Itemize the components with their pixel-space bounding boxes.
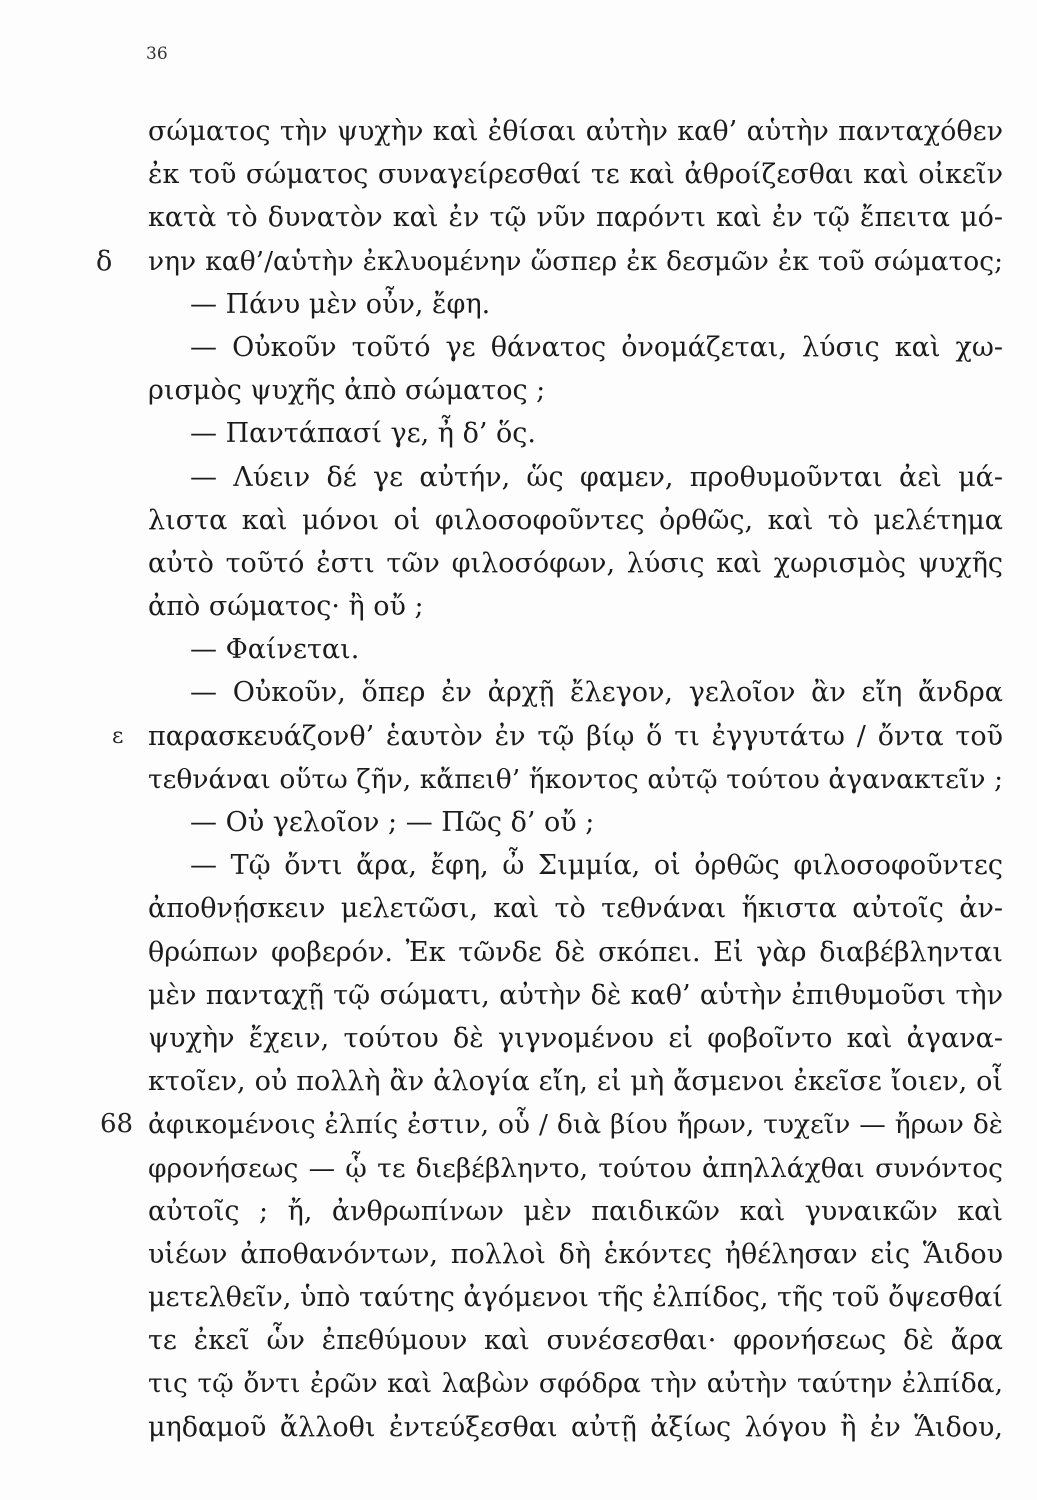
text-line-24-content: ἀφικομένοις ἐλπίς ἐστιν, οὗ / διὰ βίου ἤρων, τυχεῖν — ἤρων δὲ [148, 1109, 1003, 1141]
text-line-28: μετελθεῖν, ὑπὸ ταύτης ἀγόμενοι τῆς ἐλπίδος, τῆς τοῦ ὄψεσθαί [148, 1282, 1003, 1314]
text-line-6: — Οὐκοῦν τοῦτό γε θάνατος ὀνομάζεται, λύσις καὶ χω- [190, 331, 1003, 363]
text-line-2: ἐκ τοῦ σώματος συναγείρεσθαί τε καὶ ἀθροίζεσθαι καὶ οἰκεῖν [148, 159, 1003, 191]
text-line-13: — Φαίνεται. [190, 634, 360, 666]
text-line-31: μηδαμοῦ ἄλλοθι ἐντεύξεσθαι αὐτῇ ἀξίως λόγου ἢ ἐν Ἅιδου, [148, 1411, 1003, 1443]
text-line-15 [112, 715, 1003, 758]
greek-text-block [96, 110, 1003, 1449]
text-line-25: φρονήσεως — ᾧ τε διεβέβληντο, τούτου ἀπηλλάχθαι συνόντος [148, 1152, 1003, 1184]
text-line-15-content: παρασκευάζονθ’ ἑαυτὸν ἐν τῷ βίῳ ὅ τι ἐγγυτάτω / ὄντα τοῦ [148, 720, 1003, 752]
text-line-17: — Οὐ γελοῖον ; — Πῶς δ’ οὔ ; [190, 807, 595, 838]
margin-marker-stephanus-68: 68 [100, 1109, 134, 1140]
text-line-7: ρισμὸς ψυχῆς ἀπὸ σώματος ; [148, 375, 546, 407]
text-line-3: κατὰ τὸ δυνατὸν καὶ ἐν τῷ νῦν παρόντι καὶ ἐν τῷ ἔπειτα μό- [148, 202, 1003, 234]
text-line-30: τις τῷ ὄντι ἐρῶν καὶ λαβὼν σφόδρα τὴν αὐτὴν ταύτην ἐλπίδα, [148, 1368, 1003, 1400]
text-line-21: μὲν πανταχῇ τῷ σώματι, αὐτὴν δὲ καθ’ αὑτὴν ἐπιθυμοῦσι τὴν [148, 979, 1003, 1011]
text-line-18: — Τῷ ὄντι ἄρα, ἔφη, ὦ Σιμμία, οἱ ὀρθῶς φιλοσοφοῦντες [190, 850, 1003, 882]
text-line-16: τεθνάναι οὕτω ζῆν, κἄπειθ’ ἥκοντος αὐτῷ τούτου ἀγανακτεῖν ; [148, 763, 1003, 795]
text-line-20: θρώπων φοβερόν. Ἐκ τῶνδε δὲ σκόπει. Εἰ γὰρ διαβέβληνται [148, 936, 1003, 968]
page-number: 36 [146, 44, 168, 64]
text-line-9: — Λύειν δέ γε αὐτήν, ὥς φαμεν, προθυμοῦνται ἀεὶ μά- [190, 461, 1003, 493]
text-line-29: τε ἐκεῖ ὧν ἐπεθύμουν καὶ συνέσεσθαι· φρονήσεως δὲ ἄρα [148, 1325, 1003, 1357]
text-line-26: αὐτοῖς ; ἤ, ἀνθρωπίνων μὲν παιδικῶν καὶ γυναικῶν καὶ [148, 1195, 1003, 1227]
text-line-23: κτοῖεν, οὐ πολλὴ ἂν ἀλογία εἴη, εἰ μὴ ἄσμενοι ἐκεῖσε ἴοιεν, οἷ [148, 1066, 1003, 1098]
text-line-4-content: νην καθ’/αὑτὴν ἐκλυομένην ὥσπερ ἐκ δεσμῶν ἐκ τοῦ σώματος; [148, 245, 1003, 277]
text-line-24 [100, 1103, 1003, 1146]
text-line-5: — Πάνυ μὲν οὖν, ἔφη. [190, 288, 491, 320]
text-line-8: — Παντάπασί γε, ἦ δ’ ὅς. [190, 418, 536, 450]
text-line-11: αὐτὸ τοῦτό ἐστι τῶν φιλοσόφων, λύσις καὶ χωρισμὸς ψυχῆς [148, 547, 1003, 579]
margin-marker-epsilon: ε [112, 723, 124, 749]
text-line-10: λιστα καὶ μόνοι οἱ φιλοσοφοῦντες ὀρθῶς, καὶ τὸ μελέτημα [148, 504, 1003, 536]
margin-marker-delta: δ [96, 245, 113, 277]
text-line-1: σώματος τὴν ψυχὴν καὶ ἐθίσαι αὐτὴν καθ’ αὑτὴν πανταχόθεν [148, 116, 1003, 147]
text-line-27: υἱέων ἀποθανόντων, πολλοὶ δὴ ἑκόντες ἠθέλησαν εἰς Ἅιδου [148, 1238, 1003, 1270]
text-line-12: ἀπὸ σώματος· ἢ οὔ ; [148, 591, 424, 623]
text-line-19: ἀποθνῄσκειν μελετῶσι, καὶ τὸ τεθνάναι ἥκιστα αὐτοῖς ἀν- [148, 893, 1003, 925]
text-line-4 [96, 240, 1003, 283]
text-line-22: ψυχὴν ἔχειν, τούτου δὲ γιγνομένου εἰ φοβοῖντο καὶ ἀγανα- [148, 1022, 1003, 1054]
text-line-14: — Οὐκοῦν, ὅπερ ἐν ἀρχῇ ἔλεγον, γελοῖον ἂν εἴη ἄνδρα [190, 677, 1003, 709]
